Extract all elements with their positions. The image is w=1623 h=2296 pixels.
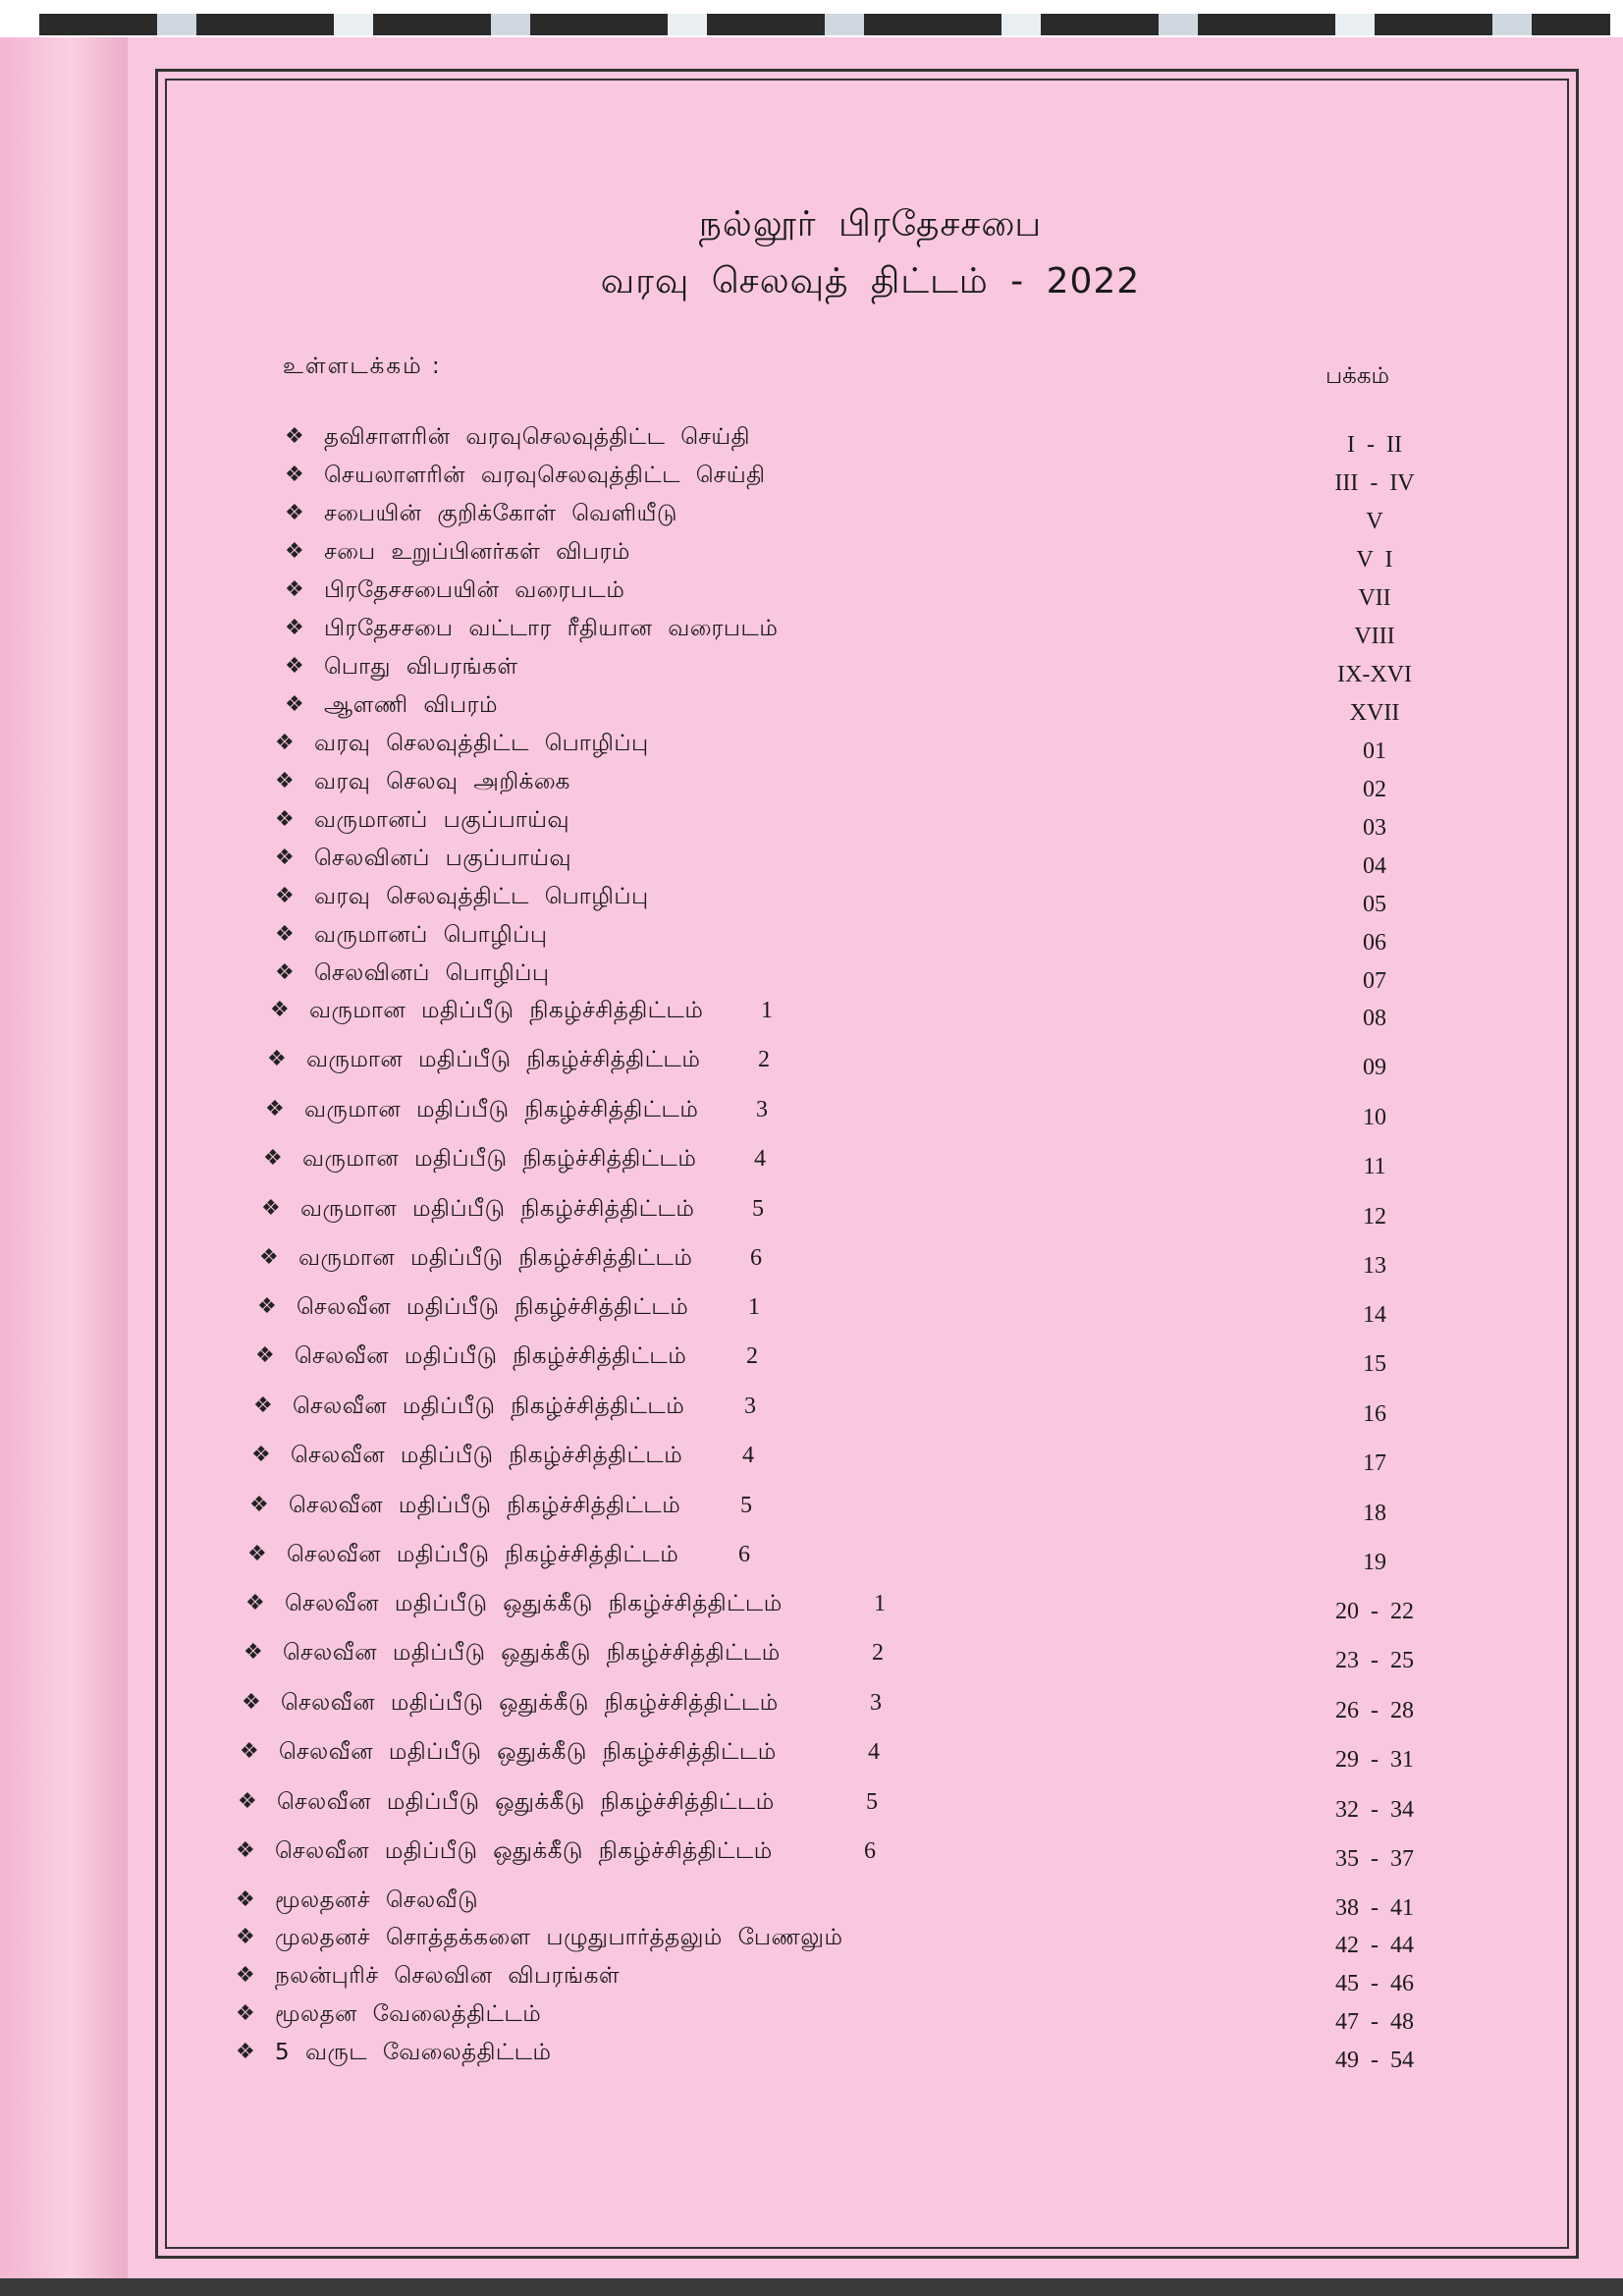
toc-entry-title: செலவீன மதிப்பீடு ஒதுக்கீடு நிகழ்ச்சித்திட்டம் xyxy=(279,1739,777,1765)
four-diamond-bullet-icon: ❖ xyxy=(285,424,304,449)
toc-entry-page: 01 xyxy=(1363,738,1386,764)
four-diamond-bullet-icon: ❖ xyxy=(236,1887,255,1912)
toc-entry-title: முலதனச் சொத்தக்களை பழுதுபார்த்தலும் பேணலும் xyxy=(275,1925,843,1950)
toc-entry-title: வரவு செலவு அறிக்கை xyxy=(314,769,570,794)
toc-entry-program-number: 1 xyxy=(874,1591,886,1616)
toc-entry-program-number: 6 xyxy=(738,1542,750,1567)
toc-entry-title: செலவீன மதிப்பீடு ஒதுக்கீடு நிகழ்ச்சித்திட்டம் xyxy=(277,1789,775,1815)
toc-entry-page: 04 xyxy=(1363,853,1386,879)
toc-entry-title: பிரதேசசபை வட்டார ரீதியான வரைபடம் xyxy=(324,616,779,641)
four-diamond-bullet-icon: ❖ xyxy=(247,1542,267,1566)
toc-entry-title: செலவீன மதிப்பீடு நிகழ்ச்சித்திட்டம் xyxy=(297,1294,689,1320)
toc-entry-title: செலவினப் பகுப்பாய்வு xyxy=(314,846,572,871)
toc-entry-page: 17 xyxy=(1363,1450,1386,1476)
toc-entry-program-number: 1 xyxy=(748,1294,760,1320)
toc-entry-page: 08 xyxy=(1363,1006,1386,1031)
toc-entry-program-number: 1 xyxy=(761,998,773,1023)
toc-entry-page: 05 xyxy=(1363,892,1386,917)
toc-entry-title: வரவு செலவுத்திட்ட பொழிப்பு xyxy=(314,731,649,756)
four-diamond-bullet-icon: ❖ xyxy=(261,1196,281,1221)
toc-entry-page: 23 - 25 xyxy=(1335,1648,1414,1673)
toc-entry-page: III - IV xyxy=(1334,470,1415,496)
toc-entry-title: பிரதேசசபையின் வரைபடம் xyxy=(324,577,625,603)
document-subtitle: வரவு செலவுத் திட்டம் - 2022 xyxy=(600,261,1141,301)
toc-entry-page: 14 xyxy=(1363,1302,1386,1328)
toc-entry-page: 49 - 54 xyxy=(1335,2048,1414,2073)
four-diamond-bullet-icon: ❖ xyxy=(285,616,304,640)
toc-entry-title: மூலதன வேலைத்திட்டம் xyxy=(275,2001,542,2027)
toc-entry-program-number: 5 xyxy=(740,1493,752,1518)
toc-entry-program-number: 2 xyxy=(758,1047,770,1072)
toc-entry-title: செலவீன மதிப்பீடு ஒதுக்கீடு நிகழ்ச்சித்திட்டம் xyxy=(285,1591,783,1616)
toc-entry-title: செலவினப் பொழிப்பு xyxy=(314,960,550,986)
toc-entry-title: வருமான மதிப்பீடு நிகழ்ச்சித்திட்டம் xyxy=(306,1047,701,1072)
toc-entry-page: 20 - 22 xyxy=(1335,1599,1414,1624)
toc-entry-page: 32 - 34 xyxy=(1335,1797,1414,1823)
toc-entry-title: செலவீன மதிப்பீடு ஒதுக்கீடு நிகழ்ச்சித்திட்டம் xyxy=(275,1838,773,1864)
toc-entry-title: செலவீன மதிப்பீடு நிகழ்ச்சித்திட்டம் xyxy=(287,1542,679,1567)
toc-entry-page: 02 xyxy=(1363,777,1386,802)
four-diamond-bullet-icon: ❖ xyxy=(270,998,290,1022)
four-diamond-bullet-icon: ❖ xyxy=(275,884,295,908)
toc-entry-page: 47 - 48 xyxy=(1335,2009,1414,2035)
four-diamond-bullet-icon: ❖ xyxy=(251,1443,271,1467)
four-diamond-bullet-icon: ❖ xyxy=(275,807,295,832)
toc-entry-program-number: 5 xyxy=(866,1789,878,1815)
toc-entry-page: 16 xyxy=(1363,1401,1386,1427)
four-diamond-bullet-icon: ❖ xyxy=(285,692,304,717)
toc-entry-page: 26 - 28 xyxy=(1335,1698,1414,1723)
four-diamond-bullet-icon: ❖ xyxy=(245,1591,265,1615)
toc-entry-title: செலவீன மதிப்பீடு நிகழ்ச்சித்திட்டம் xyxy=(291,1443,683,1468)
toc-entry-page: 10 xyxy=(1363,1105,1386,1130)
four-diamond-bullet-icon: ❖ xyxy=(238,1789,257,1814)
scan-top-edge xyxy=(0,0,1623,37)
toc-entry-program-number: 3 xyxy=(756,1097,768,1122)
toc-entry-title: செலவீன மதிப்பீடு நிகழ்ச்சித்திட்டம் xyxy=(289,1493,681,1518)
toc-entry-title: வருமான மதிப்பீடு நிகழ்ச்சித்திட்டம் xyxy=(300,1196,695,1222)
toc-entry-title: செலவீன மதிப்பீடு நிகழ்ச்சித்திட்டம் xyxy=(295,1343,687,1369)
toc-entry-title: வருமான மதிப்பீடு நிகழ்ச்சித்திட்டம் xyxy=(298,1245,693,1271)
four-diamond-bullet-icon: ❖ xyxy=(265,1097,285,1121)
toc-entry-title: பொது விபரங்கள் xyxy=(324,654,518,680)
toc-entry-page: 12 xyxy=(1363,1204,1386,1230)
toc-entry-program-number: 3 xyxy=(744,1394,756,1419)
toc-entry-page: 03 xyxy=(1363,815,1386,841)
toc-entry-title: வருமான மதிப்பீடு நிகழ்ச்சித்திட்டம் xyxy=(309,998,704,1023)
four-diamond-bullet-icon: ❖ xyxy=(236,1963,255,1988)
contents-heading: உள்ளடக்கம் : xyxy=(283,354,442,379)
toc-entry-page: VII xyxy=(1358,585,1391,611)
four-diamond-bullet-icon: ❖ xyxy=(275,922,295,947)
toc-entry-page: 38 - 41 xyxy=(1335,1895,1414,1921)
scan-bottom-edge xyxy=(0,2278,1623,2296)
scan-top-shadow xyxy=(39,14,1610,35)
toc-entry-title: செலவீன மதிப்பீடு ஒதுக்கீடு நிகழ்ச்சித்திட்டம் xyxy=(281,1690,779,1716)
toc-entry-title: 5 வருட வேலைத்திட்டம் xyxy=(275,2040,552,2065)
toc-entry-program-number: 6 xyxy=(750,1245,762,1271)
toc-entry-program-number: 5 xyxy=(752,1196,764,1222)
toc-entry-page: 09 xyxy=(1363,1055,1386,1080)
toc-entry-page: I - II xyxy=(1347,432,1402,458)
toc-entry-title: செலவீன மதிப்பீடு நிகழ்ச்சித்திட்டம் xyxy=(293,1394,685,1419)
toc-entry-page: 45 - 46 xyxy=(1335,1971,1414,1996)
four-diamond-bullet-icon: ❖ xyxy=(285,463,304,487)
toc-entry-page: V I xyxy=(1356,547,1393,573)
four-diamond-bullet-icon: ❖ xyxy=(242,1690,261,1715)
toc-entry-program-number: 6 xyxy=(864,1838,876,1864)
toc-entry-title: ஆளணி விபரம் xyxy=(324,692,499,718)
toc-entry-program-number: 2 xyxy=(746,1343,758,1369)
four-diamond-bullet-icon: ❖ xyxy=(275,731,295,755)
four-diamond-bullet-icon: ❖ xyxy=(275,846,295,870)
toc-entry-title: செலவீன மதிப்பீடு ஒதுக்கீடு நிகழ்ச்சித்திட்டம் xyxy=(283,1640,781,1666)
toc-entry-page: 19 xyxy=(1363,1550,1386,1575)
toc-entry-title: சபையின் குறிக்கோள் வெளியீடு xyxy=(324,501,677,526)
four-diamond-bullet-icon: ❖ xyxy=(255,1343,275,1368)
toc-entry-page: 07 xyxy=(1363,968,1386,994)
four-diamond-bullet-icon: ❖ xyxy=(236,2001,255,2026)
toc-entry-page: 35 - 37 xyxy=(1335,1846,1414,1872)
four-diamond-bullet-icon: ❖ xyxy=(285,539,304,564)
toc-entry-program-number: 4 xyxy=(742,1443,754,1468)
toc-entry-title: தவிசாளரின் வரவுசெலவுத்திட்ட செய்தி xyxy=(324,424,750,450)
toc-entry-title: நலன்புரிச் செலவின விபரங்கள் xyxy=(275,1963,621,1989)
four-diamond-bullet-icon: ❖ xyxy=(240,1739,259,1764)
toc-entry-page: 29 - 31 xyxy=(1335,1747,1414,1773)
toc-entry-page: V xyxy=(1366,509,1383,534)
four-diamond-bullet-icon: ❖ xyxy=(253,1394,273,1418)
four-diamond-bullet-icon: ❖ xyxy=(259,1245,279,1270)
toc-entry-page: VIII xyxy=(1354,624,1395,649)
four-diamond-bullet-icon: ❖ xyxy=(236,2040,255,2064)
toc-entry-page: 06 xyxy=(1363,930,1386,956)
four-diamond-bullet-icon: ❖ xyxy=(285,577,304,602)
toc-entry-page: 11 xyxy=(1363,1154,1386,1179)
toc-entry-page: 18 xyxy=(1363,1501,1386,1526)
four-diamond-bullet-icon: ❖ xyxy=(285,501,304,525)
four-diamond-bullet-icon: ❖ xyxy=(267,1047,287,1071)
toc-entry-title: வரவு செலவுத்திட்ட பொழிப்பு xyxy=(314,884,649,909)
four-diamond-bullet-icon: ❖ xyxy=(236,1838,255,1863)
four-diamond-bullet-icon: ❖ xyxy=(275,960,295,985)
toc-entry-program-number: 4 xyxy=(868,1739,880,1765)
toc-entry-title: வருமான மதிப்பீடு நிகழ்ச்சித்திட்டம் xyxy=(302,1146,697,1172)
toc-entry-program-number: 3 xyxy=(870,1690,882,1716)
toc-entry-program-number: 2 xyxy=(872,1640,884,1666)
toc-entry-page: 42 - 44 xyxy=(1335,1933,1414,1958)
toc-entry-title: வருமான மதிப்பீடு நிகழ்ச்சித்திட்டம் xyxy=(304,1097,699,1122)
page-column-heading: பக்கம் xyxy=(1325,363,1390,389)
toc-entry-program-number: 4 xyxy=(754,1146,766,1172)
toc-entry-title: சபை உறுப்பினர்கள் விபரம் xyxy=(324,539,630,565)
toc-entry-page: IX-XVI xyxy=(1337,662,1412,687)
toc-entry-page: XVII xyxy=(1349,700,1400,726)
four-diamond-bullet-icon: ❖ xyxy=(243,1640,263,1665)
four-diamond-bullet-icon: ❖ xyxy=(285,654,304,679)
document-title: நல்லூர் பிரதேசசபை xyxy=(698,204,1043,245)
four-diamond-bullet-icon: ❖ xyxy=(257,1294,277,1319)
toc-entry-title: மூலதனச் செலவீடு xyxy=(275,1887,479,1913)
toc-entry-title: செயலாளரின் வரவுசெலவுத்திட்ட செய்தி xyxy=(324,463,766,488)
four-diamond-bullet-icon: ❖ xyxy=(263,1146,283,1171)
four-diamond-bullet-icon: ❖ xyxy=(236,1925,255,1949)
toc-entry-title: வருமானப் பொழிப்பு xyxy=(314,922,548,948)
four-diamond-bullet-icon: ❖ xyxy=(275,769,295,793)
toc-entry-title: வருமானப் பகுப்பாய்வு xyxy=(314,807,569,833)
four-diamond-bullet-icon: ❖ xyxy=(249,1493,269,1517)
toc-entry-page: 13 xyxy=(1363,1253,1386,1279)
toc-entry-page: 15 xyxy=(1363,1351,1386,1377)
